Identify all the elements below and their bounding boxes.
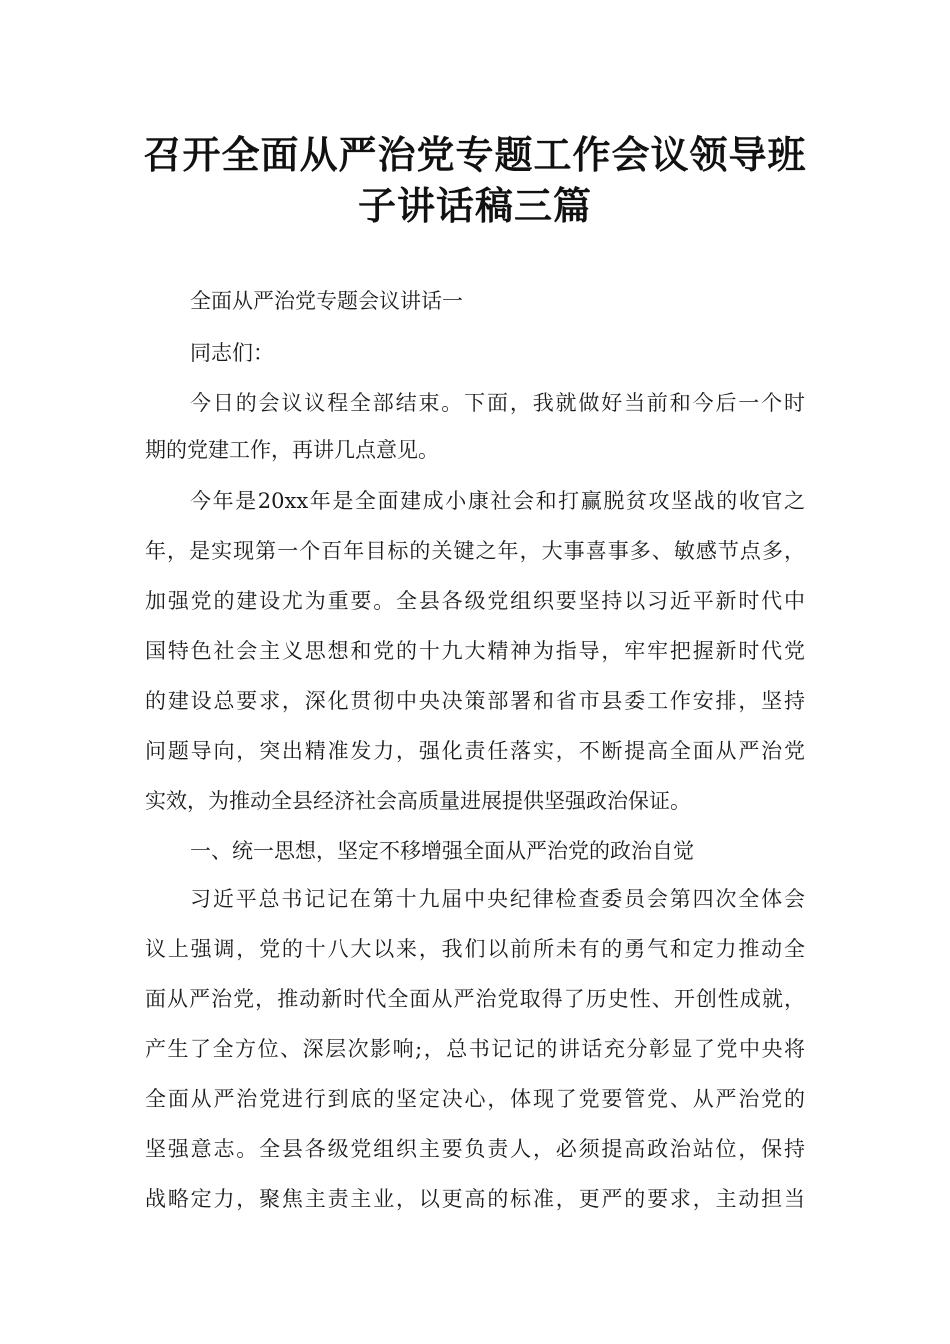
paragraph-line: 议上强调，党的十八大以来，我们以前所未有的勇气和定力推动全 xyxy=(145,937,805,961)
paragraph-line: 战略定力，聚焦主责主业，以更高的标准，更严的要求，主动担当 xyxy=(145,1187,805,1211)
paragraph-line: 今年是20xx年是全面建成小康社会和打赢脱贫攻坚战的收官之 xyxy=(190,489,805,513)
paragraph-line: 习近平总书记记在第十九届中央纪律检查委员会第四次全体会 xyxy=(190,887,805,911)
paragraph-line: 加强党的建设尤为重要。全县各级党组织要坚持以习近平新时代中 xyxy=(145,589,805,613)
section-heading: 全面从严治党专题会议讲话一 xyxy=(190,289,463,313)
paragraph-line: 实效，为推动全县经济社会高质量进展提供坚强政治保证。 xyxy=(145,789,691,813)
paragraph-line: 产生了全方位、深层次影响;，总书记记的讲话充分彰显了党中央将 xyxy=(145,1037,805,1061)
paragraph-line: 期的党建工作，再讲几点意见。 xyxy=(145,438,439,462)
paragraph-line: 今日的会议议程全部结束。下面，我就做好当前和今后一个时 xyxy=(190,391,805,415)
paragraph-line: 坚强意志。全县各级党组织主要负责人，必须提高政治站位，保持 xyxy=(145,1137,805,1161)
paragraph-line: 全面从严治党进行到底的坚定决心，体现了党要管党、从严治党的 xyxy=(145,1087,805,1111)
document-title-line-2: 子讲话稿三篇 xyxy=(357,184,592,228)
paragraph-line: 年，是实现第一个百年目标的关键之年，大事喜事多、敏感节点多， xyxy=(145,539,805,563)
paragraph-line: 的建设总要求，深化贯彻中央决策部署和省市县委工作安排，坚持 xyxy=(145,689,805,713)
salutation: 同志们： xyxy=(190,341,274,365)
subsection-heading: 一、统一思想，坚定不移增强全面从严治党的政治自觉 xyxy=(190,839,694,863)
paragraph-line: 面从严治党，推动新时代全面从严治党取得了历史性、开创性成就， xyxy=(145,987,805,1011)
document-title-line-1: 召开全面从严治党专题工作会议领导班 xyxy=(143,133,807,177)
paragraph-line: 问题导向，突出精准发力，强化责任落实，不断提高全面从严治党 xyxy=(145,739,805,763)
paragraph-line: 国特色社会主义思想和党的十九大精神为指导，牢牢把握新时代党 xyxy=(145,639,805,663)
